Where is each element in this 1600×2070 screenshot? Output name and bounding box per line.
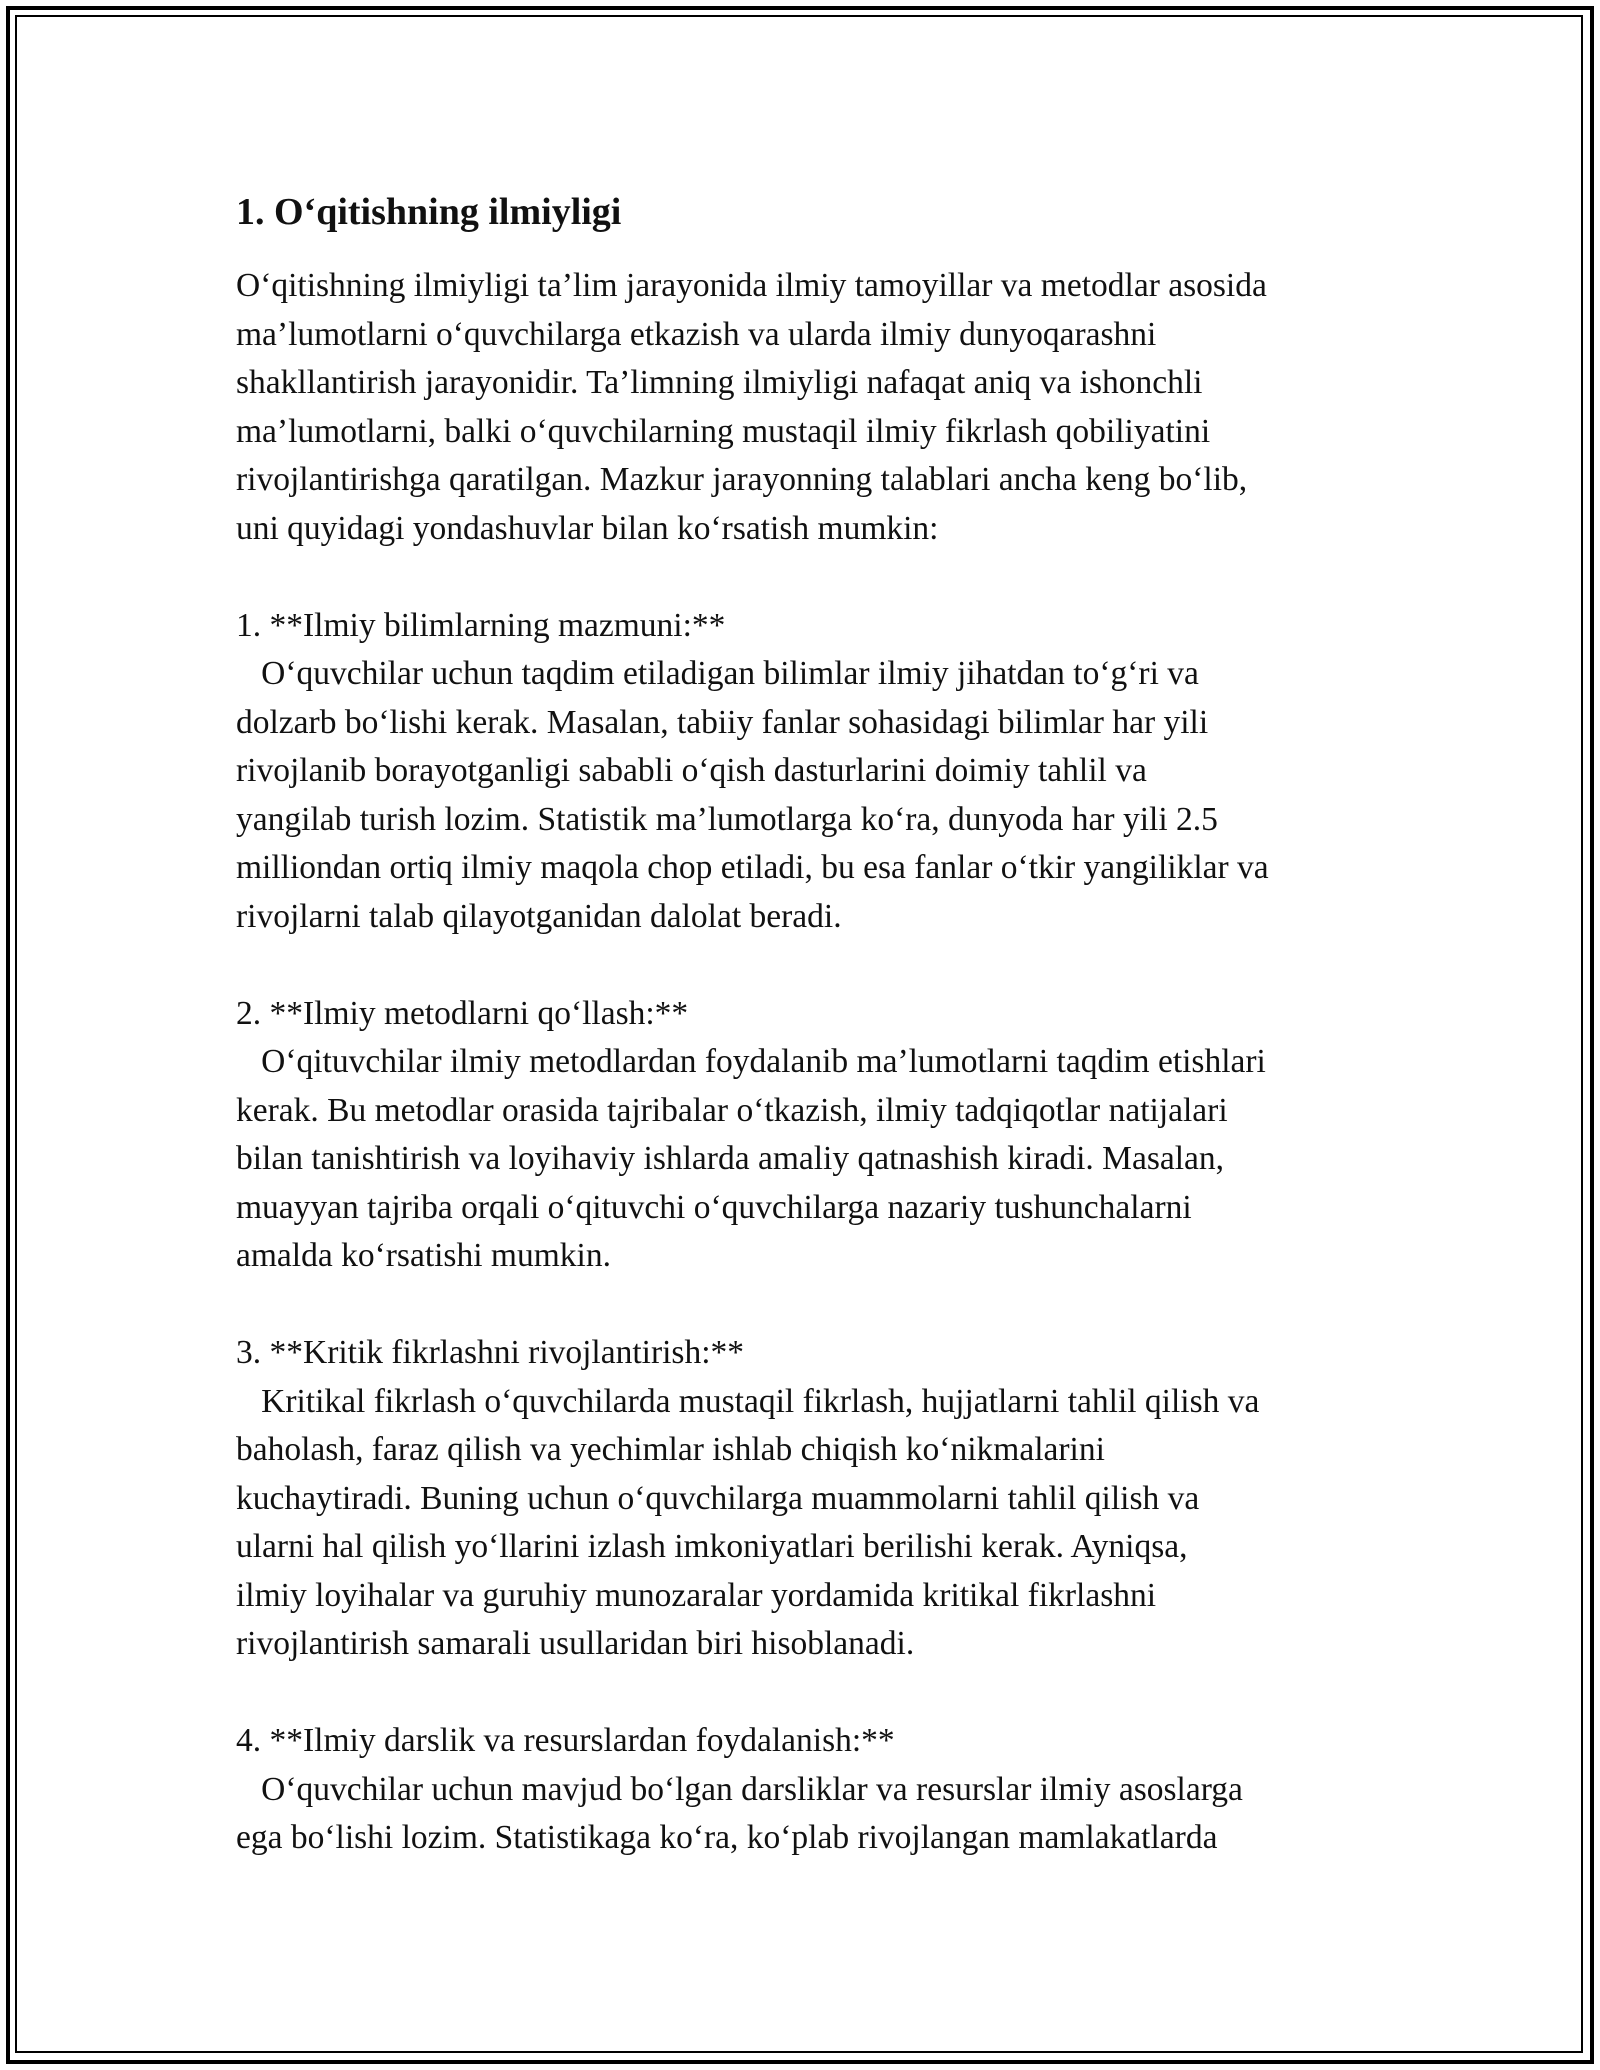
text-line: shakllantirish jarayonidir. Ta’limning ilmiyligi nafaqat aniq va ishonchli (236, 364, 1203, 401)
text-line: muayyan tajriba orqali o‘qituvchi o‘quvchilarga nazariy tushunchalarni (236, 1188, 1192, 1226)
text-line: rivojlantirish samarali usullaridan biri hisoblanadi. (236, 1625, 915, 1662)
text-line: ilmiy loyihalar va guruhiy munozaralar yordamida kritikal fikrlashni (236, 1576, 1157, 1614)
section-heading: 1. O‘qitishning ilmiyligi (236, 191, 622, 233)
text-line: O‘quvchilar uchun taqdim etiladigan bilimlar ilmiy jihatdan to‘g‘ri va (236, 655, 1199, 692)
blank-line (236, 941, 1396, 990)
text-line: ma’lumotlarni o‘quvchilarga etkazish va ularda ilmiy dunyoqarashni (236, 315, 1157, 353)
text-line: rivojlantirishga qaratilgan. Mazkur jarayonning talablari ancha keng bo‘lib, (236, 461, 1248, 498)
text-line: 1. **Ilmiy bilimlarning mazmuni:** (236, 606, 726, 644)
text-line: uni quyidagi yondashuvlar bilan ko‘rsatish mumkin: (236, 509, 939, 547)
text-line: rivojlarni talab qilayotganidan dalolat beradi. (236, 897, 842, 935)
text-line: milliondan ortiq ilmiy maqola chop etiladi, bu esa fanlar o‘tkir yangiliklar va (236, 849, 1269, 886)
text-line: baholash, faraz qilish va yechimlar ishlab chiqish ko‘nikmalarini (236, 1431, 1105, 1468)
text-line: 2. **Ilmiy metodlarni qo‘llash:** (236, 994, 689, 1032)
text-line: kerak. Bu metodlar orasida tajribalar o‘tkazish, ilmiy tadqiqotlar natijalari (236, 1091, 1228, 1129)
text-line: rivojlanib borayotganligi sababli o‘qish dasturlarini doimiy tahlil va (236, 752, 1147, 789)
text-line: O‘qituvchilar ilmiy metodlardan foydalanib ma’lumotlarni taqdim etishlari (236, 1043, 1266, 1080)
text-line: amalda ko‘rsatishi mumkin. (236, 1237, 611, 1274)
text-line: ularni hal qilish yo‘llarini izlash imkoniyatlari berilishi kerak. Ayniqsa, (236, 1528, 1188, 1565)
blank-line (236, 1669, 1396, 1718)
text-line: ma’lumotlarni, balki o‘quvchilarning mustaqil ilmiy fikrlash qobiliyatini (236, 412, 1211, 450)
text-line: 3. **Kritik fikrlashni rivojlantirish:** (236, 1334, 745, 1371)
text-line: 4. **Ilmiy darslik va resurslardan foydalanish:** (236, 1722, 895, 1759)
text-line: yangilab turish lozim. Statistik ma’lumotlarga ko‘ra, dunyoda har yili 2.5 (236, 800, 1218, 838)
text-line: O‘qitishning ilmiyligi ta’lim jarayonida ilmiy tamoyillar va metodlar asosida (236, 267, 1267, 304)
paragraph-lines (236, 262, 1396, 1863)
text-line: Kritikal fikrlash o‘quvchilarda mustaqil fikrlash, hujjatlarni tahlil qilish va (236, 1382, 1260, 1420)
text-line: bilan tanishtirish va loyihaviy ishlarda amaliy qatnashish kiradi. Masalan, (236, 1140, 1225, 1177)
blank-line (236, 553, 1396, 602)
blank-line (236, 1281, 1396, 1330)
text-line: kuchaytiradi. Buning uchun o‘quvchilarga muammolarni tahlil qilish va (236, 1479, 1200, 1517)
text-line: O‘quvchilar uchun mavjud bo‘lgan darsliklar va resurslar ilmiy asoslarga (236, 1770, 1243, 1808)
text-line: ega bo‘lishi lozim. Statistikaga ko‘ra, ko‘plab rivojlangan mamlakatlarda (236, 1819, 1218, 1856)
document-body (236, 188, 1396, 1863)
text-line: dolzarb bo‘lishi kerak. Masalan, tabiiy fanlar sohasidagi bilimlar har yili (236, 703, 1209, 741)
